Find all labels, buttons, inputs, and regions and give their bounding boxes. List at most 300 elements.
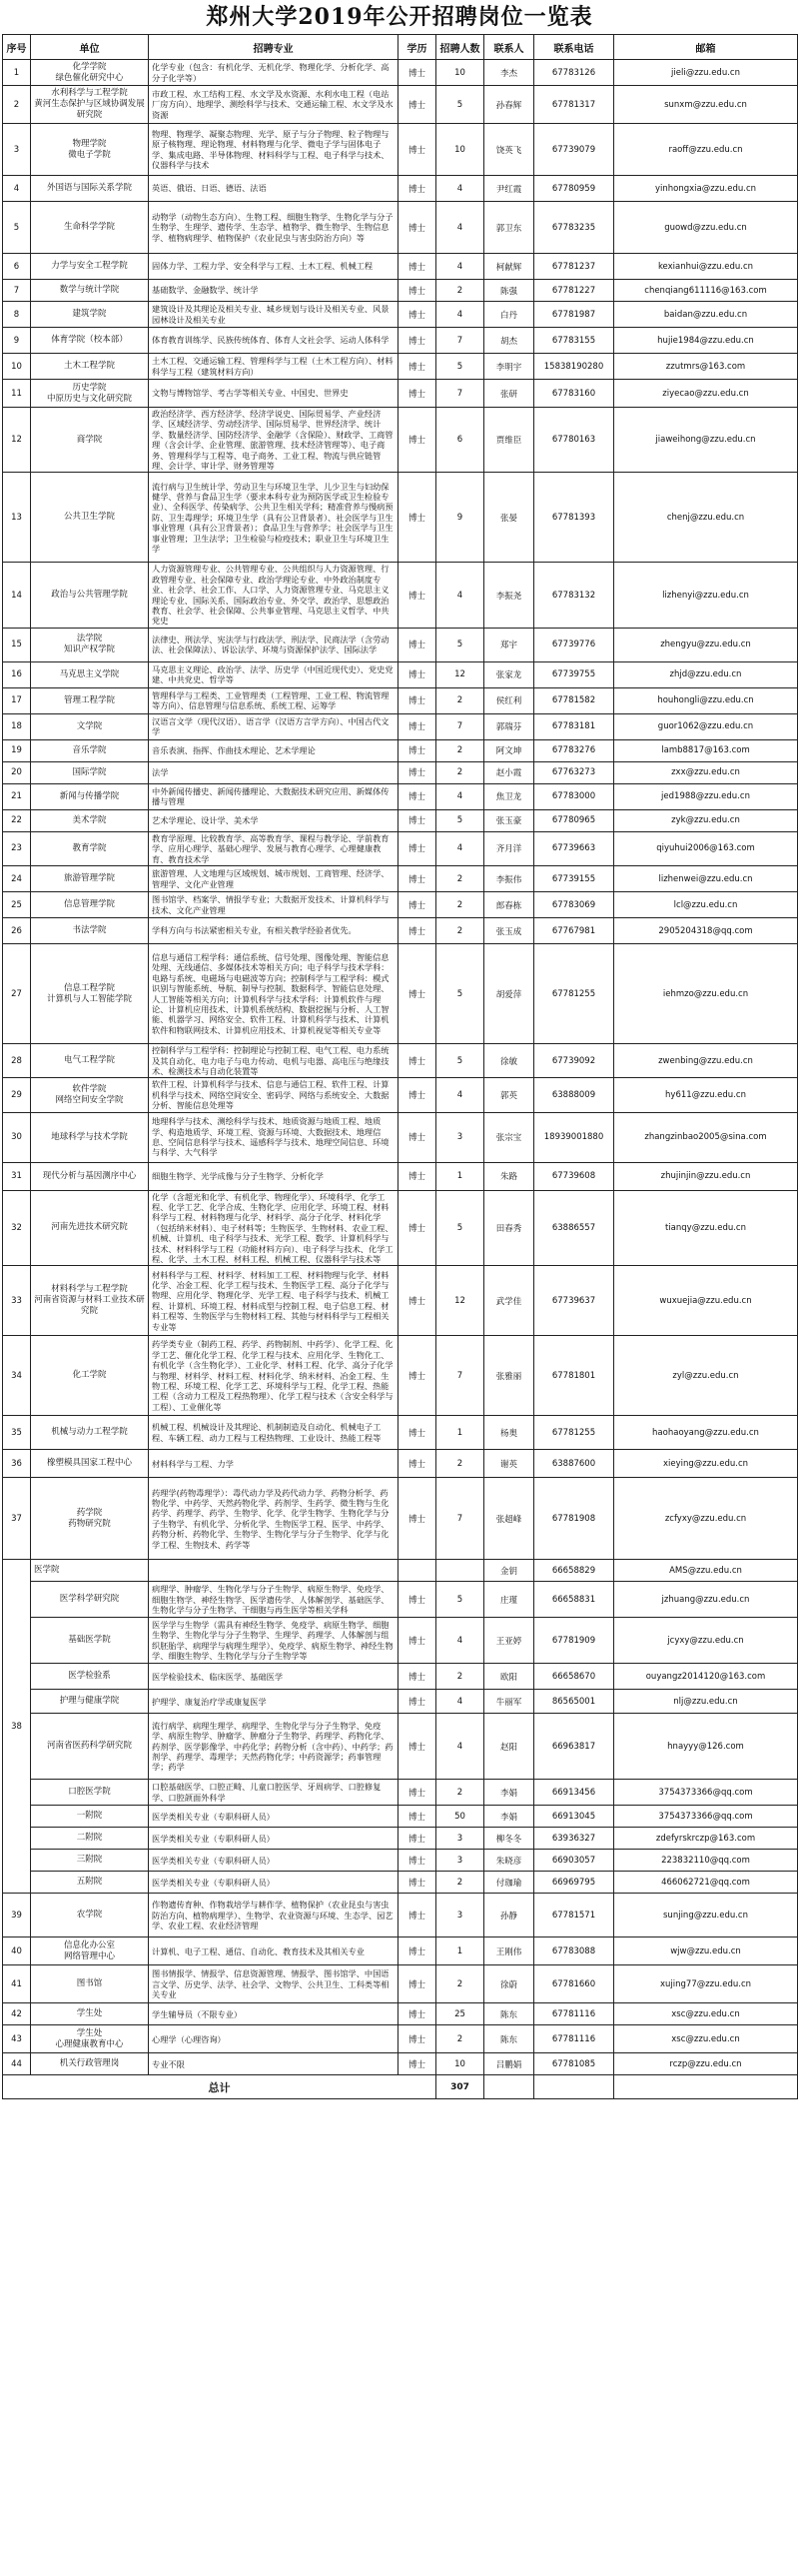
unit-name: 商学院 bbox=[31, 408, 149, 473]
unit-name: 三附院 bbox=[31, 1850, 149, 1872]
contact-phone: 67781908 bbox=[534, 1478, 614, 1560]
contact-email: 466062721@qq.com bbox=[614, 1872, 798, 1894]
hire-count: 4 bbox=[436, 563, 484, 628]
degree: 博士 bbox=[399, 176, 436, 202]
row-number: 12 bbox=[3, 408, 31, 473]
contact-email: 3754373366@qq.com bbox=[614, 1806, 798, 1828]
contact-person: 杨奥 bbox=[484, 1416, 534, 1450]
hire-count: 2 bbox=[436, 280, 484, 302]
degree: 博士 bbox=[399, 1078, 436, 1112]
contact-person: 庄瑾 bbox=[484, 1582, 534, 1618]
unit-name: 口腔医学院 bbox=[31, 1780, 149, 1806]
table-row bbox=[3, 1965, 798, 2003]
row-number: 36 bbox=[3, 1450, 31, 1478]
major-list: 管理科学与工程类、工业管理类（工程管理、工业工程、物流管理等方向）、信息管理与信息系统、系统工程、运筹学 bbox=[149, 687, 399, 713]
hire-count: 2 bbox=[436, 739, 484, 761]
contact-phone: 15838190280 bbox=[534, 354, 614, 380]
hire-count: 1 bbox=[436, 1162, 484, 1190]
hire-count: 2 bbox=[436, 1965, 484, 2003]
table-row bbox=[3, 739, 798, 761]
contact-person: 贾维臣 bbox=[484, 408, 534, 473]
table-row bbox=[3, 1162, 798, 1190]
contact-phone: 67781085 bbox=[534, 2053, 614, 2075]
row-number: 30 bbox=[3, 1112, 31, 1162]
degree: 博士 bbox=[399, 1872, 436, 1894]
table-row bbox=[3, 328, 798, 354]
row-number: 16 bbox=[3, 661, 31, 687]
table-row bbox=[3, 563, 798, 628]
contact-email: tianqy@zzu.edu.cn bbox=[614, 1190, 798, 1266]
contact-person: 武学佳 bbox=[484, 1266, 534, 1336]
contact-phone: 66903057 bbox=[534, 1850, 614, 1872]
contact-phone: 67780965 bbox=[534, 809, 614, 831]
header-degree: 学历 bbox=[399, 35, 436, 60]
contact-phone: 67783000 bbox=[534, 783, 614, 809]
major-list: 医学类相关专业（专职科研人员） bbox=[149, 1828, 399, 1850]
contact-email: zhujinjin@zzu.edu.cn bbox=[614, 1162, 798, 1190]
major-list: 材料科学与工程、材料学、材料加工工程、材料物理与化学、材料化学、冶金工程、化学工程与技术、生物医学工程、高分子化学与物理、应用化学、物理化学、光学工程、电子科学与技术、机械工程、计算机、环境工程、材料成型与控制工程、电子信息工程、材料工程等、生物医学与生物材料工程、其他与材料科学与工程相关专业等 bbox=[149, 1266, 399, 1336]
row-number: 26 bbox=[3, 918, 31, 944]
degree: 博士 bbox=[399, 761, 436, 783]
degree: 博士 bbox=[399, 892, 436, 918]
table-header-row bbox=[3, 35, 798, 60]
unit-name: 软件学院 网络空间安全学院 bbox=[31, 1078, 149, 1112]
table-row bbox=[3, 202, 798, 254]
table-row bbox=[3, 176, 798, 202]
unit-name: 数学与统计学院 bbox=[31, 280, 149, 302]
degree: 博士 bbox=[399, 563, 436, 628]
table-row bbox=[3, 944, 798, 1044]
degree: 博士 bbox=[399, 2003, 436, 2025]
hire-count: 5 bbox=[436, 1190, 484, 1266]
major-list: 英语、俄语、日语、德语、法语 bbox=[149, 176, 399, 202]
table-row bbox=[3, 254, 798, 280]
degree: 博士 bbox=[399, 302, 436, 328]
hire-count: 2 bbox=[436, 1872, 484, 1894]
contact-email: guor1062@zzu.edu.cn bbox=[614, 713, 798, 739]
header-major: 招聘专业 bbox=[149, 35, 399, 60]
major-list: 控制科学与工程学科：控制理论与控制工程、电气工程、电力系统及其自动化、电力电子与电力传动、电机与电器、高电压与绝缘技术、检测技术与自动化装置等 bbox=[149, 1044, 399, 1078]
degree: 博士 bbox=[399, 86, 436, 124]
hire-count: 1 bbox=[436, 1937, 484, 1965]
contact-phone: 63887600 bbox=[534, 1450, 614, 1478]
total-empty-cell bbox=[484, 2075, 534, 2099]
table-row bbox=[3, 1112, 798, 1162]
table-row bbox=[3, 380, 798, 408]
major-list: 心理学（心理咨询） bbox=[149, 2025, 399, 2053]
contact-phone: 67783126 bbox=[534, 60, 614, 86]
contact-email: sunxm@zzu.edu.cn bbox=[614, 86, 798, 124]
contact-phone: 67781660 bbox=[534, 1965, 614, 2003]
major-list: 学生辅导员（不限专业） bbox=[149, 2003, 399, 2025]
table-row bbox=[3, 1190, 798, 1266]
unit-name: 化工学院 bbox=[31, 1336, 149, 1416]
contact-person: 柯献辉 bbox=[484, 254, 534, 280]
contact-email: zzutmrs@163.com bbox=[614, 354, 798, 380]
hire-count: 2 bbox=[436, 892, 484, 918]
hire-count: 10 bbox=[436, 2053, 484, 2075]
unit-name: 物理学院 微电子学院 bbox=[31, 124, 149, 176]
contact-person: 齐月洋 bbox=[484, 831, 534, 865]
contact-phone: 67781227 bbox=[534, 280, 614, 302]
contact-phone: 67780163 bbox=[534, 408, 614, 473]
row-number: 38 bbox=[3, 1560, 31, 1894]
table-row bbox=[3, 1780, 798, 1806]
major-list: 人力资源管理专业、公共管理专业、公共组织与人力资源管理、行政管理专业、社会保障专业、政治学理论专业、中外政治制度专业、社会学、社会工作、人口学、人力资源管理专业、马克思主义理论专业、国际关系、国际政治专业、外交学、政治学、思想政治教育、社会学、社会保障、公共事业管理、马克思主义哲学、中共党史 bbox=[149, 563, 399, 628]
degree: 博士 bbox=[399, 831, 436, 865]
row-number: 15 bbox=[3, 628, 31, 661]
unit-name: 信息工程学院 计算机与人工智能学院 bbox=[31, 944, 149, 1044]
row-number: 34 bbox=[3, 1336, 31, 1416]
major-list: 中外新闻传播史、新闻传播理论、大数据技术研究应用、新媒体传播与管理 bbox=[149, 783, 399, 809]
contact-phone: 67739637 bbox=[534, 1266, 614, 1336]
contact-person: 李杰 bbox=[484, 60, 534, 86]
hire-count: 5 bbox=[436, 86, 484, 124]
contact-person: 张家龙 bbox=[484, 661, 534, 687]
unit-name: 国际学院 bbox=[31, 761, 149, 783]
table-row bbox=[3, 628, 798, 661]
degree: 博士 bbox=[399, 1582, 436, 1618]
unit-name: 土木工程学院 bbox=[31, 354, 149, 380]
contact-phone: 67781582 bbox=[534, 687, 614, 713]
hire-count: 2 bbox=[436, 2025, 484, 2053]
major-list: 政治经济学、西方经济学、经济学说史、国际贸易学、产业经济学、区域经济学、劳动经济学、国际贸易学、世界经济学、统计学、数量经济学、国防经济学、金融学（含保险）、财政学、工商管理（含会计学、企业管理、旅游管理、技术经济管理等）、电子商务、管理科学与工程等、电子商务、工业工程、物流与供应链管理、会计学、审计学、财务管理等 bbox=[149, 408, 399, 473]
unit-name: 农学院 bbox=[31, 1894, 149, 1937]
contact-phone: 67781317 bbox=[534, 86, 614, 124]
degree: 博士 bbox=[399, 628, 436, 661]
degree: 博士 bbox=[399, 473, 436, 563]
row-number: 41 bbox=[3, 1965, 31, 2003]
contact-person: 王刚伟 bbox=[484, 1937, 534, 1965]
major-list: 物理、物理学、凝聚态物理、光学、原子与分子物理、粒子物理与原子核物理、理论物理、材料物理与化学、微电子学与固体电子学、集成电路、半导体物理、材料科学与工程、电子科学与技术、仪器科学与技术 bbox=[149, 124, 399, 176]
contact-phone: 67739776 bbox=[534, 628, 614, 661]
table-row bbox=[3, 280, 798, 302]
contact-phone: 67781255 bbox=[534, 1416, 614, 1450]
degree: 博士 bbox=[399, 918, 436, 944]
row-number: 37 bbox=[3, 1478, 31, 1560]
unit-name: 力学与安全工程学院 bbox=[31, 254, 149, 280]
degree: 博士 bbox=[399, 202, 436, 254]
contact-phone: 18939001880 bbox=[534, 1112, 614, 1162]
unit-name: 管理工程学院 bbox=[31, 687, 149, 713]
hire-count: 9 bbox=[436, 473, 484, 563]
degree: 博士 bbox=[399, 1618, 436, 1664]
unit-name: 河南先进技术研究院 bbox=[31, 1190, 149, 1266]
degree: 博士 bbox=[399, 2053, 436, 2075]
contact-person: 吕鹏娟 bbox=[484, 2053, 534, 2075]
major-list: 药理学(药物毒理学）：毒代动力学及药代动力学、药物分析学、药物化学、中药学、天然药物化学、药剂学、生药学、微生物与生化药学、药理学、药学、生物学、化学、化学生物学、生物化学与分子生物学、有机化学、分析化学、生物医学工程、医学、中药学、药物分析、药物化学、生物学、生物化学与分子生物学、化学与化学工程、生物技术、药学等 bbox=[149, 1478, 399, 1560]
contact-person: 李振伟 bbox=[484, 866, 534, 892]
major-list: 体育教育训练学、民族传统体育、体育人文社会学、运动人体科学 bbox=[149, 328, 399, 354]
contact-phone: 67781987 bbox=[534, 302, 614, 328]
degree: 博士 bbox=[399, 1780, 436, 1806]
major-list: 医学检验技术、临床医学、基础医学 bbox=[149, 1664, 399, 1690]
contact-phone: 66913045 bbox=[534, 1806, 614, 1828]
row-number: 44 bbox=[3, 2053, 31, 2075]
row-number: 6 bbox=[3, 254, 31, 280]
degree: 博士 bbox=[399, 1714, 436, 1780]
major-list bbox=[149, 1560, 399, 1582]
degree: 博士 bbox=[399, 713, 436, 739]
contact-email: jiaweihong@zzu.edu.cn bbox=[614, 408, 798, 473]
hire-count: 7 bbox=[436, 1336, 484, 1416]
contact-email: zhengyu@zzu.edu.cn bbox=[614, 628, 798, 661]
header-no: 序号 bbox=[3, 35, 31, 60]
contact-person: 赵小霞 bbox=[484, 761, 534, 783]
contact-email: zcfyxy@zzu.edu.cn bbox=[614, 1478, 798, 1560]
contact-person: 胡杰 bbox=[484, 328, 534, 354]
degree bbox=[399, 1560, 436, 1582]
contact-phone: 63886557 bbox=[534, 1190, 614, 1266]
row-number: 2 bbox=[3, 86, 31, 124]
major-list: 汉语言文学（现代汉语）、语言学（汉语方言学方向）、中国古代文学 bbox=[149, 713, 399, 739]
unit-name: 化学学院 绿色催化研究中心 bbox=[31, 60, 149, 86]
row-number: 43 bbox=[3, 2025, 31, 2053]
contact-person: 牛丽军 bbox=[484, 1690, 534, 1714]
unit-name: 橡塑模具国家工程中心 bbox=[31, 1450, 149, 1478]
hire-count bbox=[436, 1560, 484, 1582]
major-list: 法律史、刑法学、宪法学与行政法学、刑法学、民商法学（含劳动法、社会保障法）、诉讼法学、环境与资源保护法学、国际法学 bbox=[149, 628, 399, 661]
degree: 博士 bbox=[399, 783, 436, 809]
contact-phone: 67783069 bbox=[534, 892, 614, 918]
major-list: 专业不限 bbox=[149, 2053, 399, 2075]
degree: 博士 bbox=[399, 408, 436, 473]
major-list: 土木工程、交通运输工程、管理科学与工程（土木工程方向）、材料科学与工程（建筑材料方向） bbox=[149, 354, 399, 380]
contact-phone: 66658829 bbox=[534, 1560, 614, 1582]
table-row bbox=[3, 60, 798, 86]
table-row bbox=[3, 1450, 798, 1478]
unit-name: 医学院 bbox=[31, 1560, 149, 1582]
row-number: 5 bbox=[3, 202, 31, 254]
recruitment-table bbox=[2, 34, 798, 2099]
hire-count: 2 bbox=[436, 687, 484, 713]
contact-phone: 67781801 bbox=[534, 1336, 614, 1416]
contact-email: qiyuhui2006@163.com bbox=[614, 831, 798, 865]
unit-name: 药学院 药物研究院 bbox=[31, 1478, 149, 1560]
degree: 博士 bbox=[399, 1850, 436, 1872]
unit-name: 信息化办公室 网络管理中心 bbox=[31, 1937, 149, 1965]
hire-count: 4 bbox=[436, 1078, 484, 1112]
row-number: 27 bbox=[3, 944, 31, 1044]
hire-count: 4 bbox=[436, 831, 484, 865]
contact-phone: 67781393 bbox=[534, 473, 614, 563]
contact-person: 王亚婷 bbox=[484, 1618, 534, 1664]
hire-count: 5 bbox=[436, 354, 484, 380]
major-list: 学科方向与书法紧密相关专业，有相关教学经验者优先。 bbox=[149, 918, 399, 944]
contact-phone: 67783155 bbox=[534, 328, 614, 354]
contact-email: xsc@zzu.edu.cn bbox=[614, 2025, 798, 2053]
unit-name: 河南省医药科学研究院 bbox=[31, 1714, 149, 1780]
contact-phone: 67767981 bbox=[534, 918, 614, 944]
unit-name: 法学院 知识产权学院 bbox=[31, 628, 149, 661]
row-number: 35 bbox=[3, 1416, 31, 1450]
hire-count: 3 bbox=[436, 1112, 484, 1162]
unit-name: 生命科学学院 bbox=[31, 202, 149, 254]
contact-person: 李娟 bbox=[484, 1806, 534, 1828]
hire-count: 3 bbox=[436, 1894, 484, 1937]
contact-email: 2905204318@qq.com bbox=[614, 918, 798, 944]
row-number: 20 bbox=[3, 761, 31, 783]
unit-name: 水利科学与工程学院 黄河生态保护与区域协调发展研究院 bbox=[31, 86, 149, 124]
major-list: 市政工程、水工结构工程、水文学及水资源、水利水电工程（电站厂房方向）、地理学、测绘科学与技术、交通运输工程、水文学及水资源 bbox=[149, 86, 399, 124]
contact-email: zyk@zzu.edu.cn bbox=[614, 809, 798, 831]
contact-person: 郑宇 bbox=[484, 628, 534, 661]
unit-name: 旅游管理学院 bbox=[31, 866, 149, 892]
degree: 博士 bbox=[399, 380, 436, 408]
table-row bbox=[3, 354, 798, 380]
unit-name: 医学科学研究院 bbox=[31, 1582, 149, 1618]
major-list: 音乐表演、指挥、作曲技术理论、艺术学理论 bbox=[149, 739, 399, 761]
row-number: 19 bbox=[3, 739, 31, 761]
contact-email: lamb8817@163.com bbox=[614, 739, 798, 761]
unit-name: 音乐学院 bbox=[31, 739, 149, 761]
contact-phone: 67783160 bbox=[534, 380, 614, 408]
contact-email: xieying@zzu.edu.cn bbox=[614, 1450, 798, 1478]
major-list: 医学学与生物学（需具有神经生物学、免疫学、病原生物学、细胞生物学、生物化学与分子生物学、生理学、药理学、人体解剖与组织胚胎学、病理学与病理生理学）、免疫学、病原生物学、神经生物学、细胞生物学、生物化学与分子生物学等 bbox=[149, 1618, 399, 1664]
contact-person: 陈东 bbox=[484, 2025, 534, 2053]
major-list: 信息与通信工程学科：通信系统、信号处理、图像处理、智能信息处理、无线通信、多媒体技术等相关方向；电子科学与技术学科：电路与系统、电磁场与电磁波等方向；控制科学与工程学科：模式识别与智能系统、导航、制导与控制、数据科学、智能信息处理、人工智能等相关方向；计算机科学与技术学科：计算机软件与理论、计算机应用技术、计算机系统结构、数据挖掘与分析、人工智能、机器学习、网络安全、软件工程、计算机科学与技术、计算机软件和物联网技术、计算机应用技术、计算机视觉等相关专业等 bbox=[149, 944, 399, 1044]
contact-email: 223832110@qq.com bbox=[614, 1850, 798, 1872]
contact-person: 金钥 bbox=[484, 1560, 534, 1582]
hire-count: 4 bbox=[436, 1618, 484, 1664]
contact-email: chenqiang611116@163.com bbox=[614, 280, 798, 302]
contact-phone: 63936327 bbox=[534, 1828, 614, 1850]
unit-name: 政治与公共管理学院 bbox=[31, 563, 149, 628]
hire-count: 7 bbox=[436, 328, 484, 354]
contact-phone: 66658670 bbox=[534, 1664, 614, 1690]
unit-name: 新闻与传播学院 bbox=[31, 783, 149, 809]
table-row bbox=[3, 713, 798, 739]
table-row bbox=[3, 1828, 798, 1850]
row-number: 22 bbox=[3, 809, 31, 831]
header-unit: 单位 bbox=[31, 35, 149, 60]
contact-email: ouyangz2014120@163.com bbox=[614, 1664, 798, 1690]
major-list: 医学类相关专业（专职科研人员） bbox=[149, 1872, 399, 1894]
contact-person: 郭英 bbox=[484, 1078, 534, 1112]
contact-person: 孙春辉 bbox=[484, 86, 534, 124]
contact-phone: 67781571 bbox=[534, 1894, 614, 1937]
degree: 博士 bbox=[399, 1336, 436, 1416]
contact-email: hujie1984@zzu.edu.cn bbox=[614, 328, 798, 354]
major-list: 医学类相关专业（专职科研人员） bbox=[149, 1806, 399, 1828]
table-row bbox=[3, 1044, 798, 1078]
row-number: 3 bbox=[3, 124, 31, 176]
contact-email: baidan@zzu.edu.cn bbox=[614, 302, 798, 328]
hire-count: 4 bbox=[436, 254, 484, 280]
contact-email: jzhuang@zzu.edu.cn bbox=[614, 1582, 798, 1618]
contact-person: 谢英 bbox=[484, 1450, 534, 1478]
degree: 博士 bbox=[399, 1162, 436, 1190]
contact-person: 张晏 bbox=[484, 473, 534, 563]
row-number: 17 bbox=[3, 687, 31, 713]
contact-email: lizhenwei@zzu.edu.cn bbox=[614, 866, 798, 892]
contact-email: zwenbing@zzu.edu.cn bbox=[614, 1044, 798, 1078]
table-row bbox=[3, 1872, 798, 1894]
contact-person: 柳冬冬 bbox=[484, 1828, 534, 1850]
table-row bbox=[3, 124, 798, 176]
row-number: 40 bbox=[3, 1937, 31, 1965]
major-list: 图书馆学、档案学、情报学专业；大数据开发技术、计算机科学与技术、文化产业管理 bbox=[149, 892, 399, 918]
contact-email: haohaoyang@zzu.edu.cn bbox=[614, 1416, 798, 1450]
contact-phone: 67781116 bbox=[534, 2025, 614, 2053]
unit-name: 图书馆 bbox=[31, 1965, 149, 2003]
row-number: 7 bbox=[3, 280, 31, 302]
degree: 博士 bbox=[399, 1266, 436, 1336]
table-row bbox=[3, 1078, 798, 1112]
contact-person: 饶英飞 bbox=[484, 124, 534, 176]
unit-name: 学生处 bbox=[31, 2003, 149, 2025]
row-number: 18 bbox=[3, 713, 31, 739]
contact-email: jieli@zzu.edu.cn bbox=[614, 60, 798, 86]
hire-count: 5 bbox=[436, 944, 484, 1044]
contact-phone: 67783181 bbox=[534, 713, 614, 739]
contact-person: 张玉豪 bbox=[484, 809, 534, 831]
row-number: 13 bbox=[3, 473, 31, 563]
contact-phone: 67739663 bbox=[534, 831, 614, 865]
unit-name: 地球科学与技术学院 bbox=[31, 1112, 149, 1162]
contact-person: 李明宇 bbox=[484, 354, 534, 380]
degree: 博士 bbox=[399, 661, 436, 687]
page-title: 郑州大学2019年公开招聘岗位一览表 bbox=[206, 4, 593, 30]
hire-count: 25 bbox=[436, 2003, 484, 2025]
hire-count: 2 bbox=[436, 1450, 484, 1478]
row-number: 24 bbox=[3, 866, 31, 892]
hire-count: 4 bbox=[436, 1690, 484, 1714]
hire-count: 4 bbox=[436, 202, 484, 254]
contact-email: xujing77@zzu.edu.cn bbox=[614, 1965, 798, 2003]
major-list: 药学类专业（制药工程、药学、药物制剂、中药学）、化学工程、化学工艺、催化化学工程、化学工程与技术、应用化学、生物化工、有机化学（含生物化学）、工业化学、材料工程、化学、高分子化学与物理、材料学、材料工程、材料化学、纳米材料、冶金工程、生物工程、环境工程、化学工艺、环境科学与工程、化学工程、热能工程（含动力工程及工程热物理）、化学工程与技术（含安全科学与工程）、工业催化等 bbox=[149, 1336, 399, 1416]
row-number: 32 bbox=[3, 1190, 31, 1266]
contact-email: nlj@zzu.edu.cn bbox=[614, 1690, 798, 1714]
contact-email: hnayyy@126.com bbox=[614, 1714, 798, 1780]
hire-count: 7 bbox=[436, 380, 484, 408]
unit-name: 材料科学与工程学院 河南省资源与材料工业技术研究院 bbox=[31, 1266, 149, 1336]
contact-email: zdefyrskrczp@163.com bbox=[614, 1828, 798, 1850]
hire-count: 2 bbox=[436, 761, 484, 783]
contact-phone: 86565001 bbox=[534, 1690, 614, 1714]
contact-person: 白丹 bbox=[484, 302, 534, 328]
contact-person: 张宗宝 bbox=[484, 1112, 534, 1162]
table-row bbox=[3, 831, 798, 865]
table-row bbox=[3, 918, 798, 944]
table-row bbox=[3, 1266, 798, 1336]
table-row bbox=[3, 1582, 798, 1618]
table-row bbox=[3, 2053, 798, 2075]
contact-email: chenj@zzu.edu.cn bbox=[614, 473, 798, 563]
unit-name: 书法学院 bbox=[31, 918, 149, 944]
hire-count: 4 bbox=[436, 176, 484, 202]
contact-email: zxx@zzu.edu.cn bbox=[614, 761, 798, 783]
contact-email: 3754373366@qq.com bbox=[614, 1780, 798, 1806]
header-email: 邮箱 bbox=[614, 35, 798, 60]
contact-person: 田春秀 bbox=[484, 1190, 534, 1266]
degree: 博士 bbox=[399, 944, 436, 1044]
contact-person: 胡爱萍 bbox=[484, 944, 534, 1044]
contact-email: zhjd@zzu.edu.cn bbox=[614, 661, 798, 687]
row-number: 23 bbox=[3, 831, 31, 865]
major-list: 图书情报学、情报学、信息资源管理、情报学、图书馆学、中国语言文学、历史学、法学、社会学、文物学、公共卫生、工科类等相关专业 bbox=[149, 1965, 399, 2003]
table-row bbox=[3, 687, 798, 713]
hire-count: 2 bbox=[436, 918, 484, 944]
unit-name: 信息管理学院 bbox=[31, 892, 149, 918]
degree: 博士 bbox=[399, 1190, 436, 1266]
header-phone: 联系电话 bbox=[534, 35, 614, 60]
row-number: 25 bbox=[3, 892, 31, 918]
degree: 博士 bbox=[399, 124, 436, 176]
degree: 博士 bbox=[399, 2025, 436, 2053]
unit-name: 医学检验系 bbox=[31, 1664, 149, 1690]
contact-email: wuxuejia@zzu.edu.cn bbox=[614, 1266, 798, 1336]
